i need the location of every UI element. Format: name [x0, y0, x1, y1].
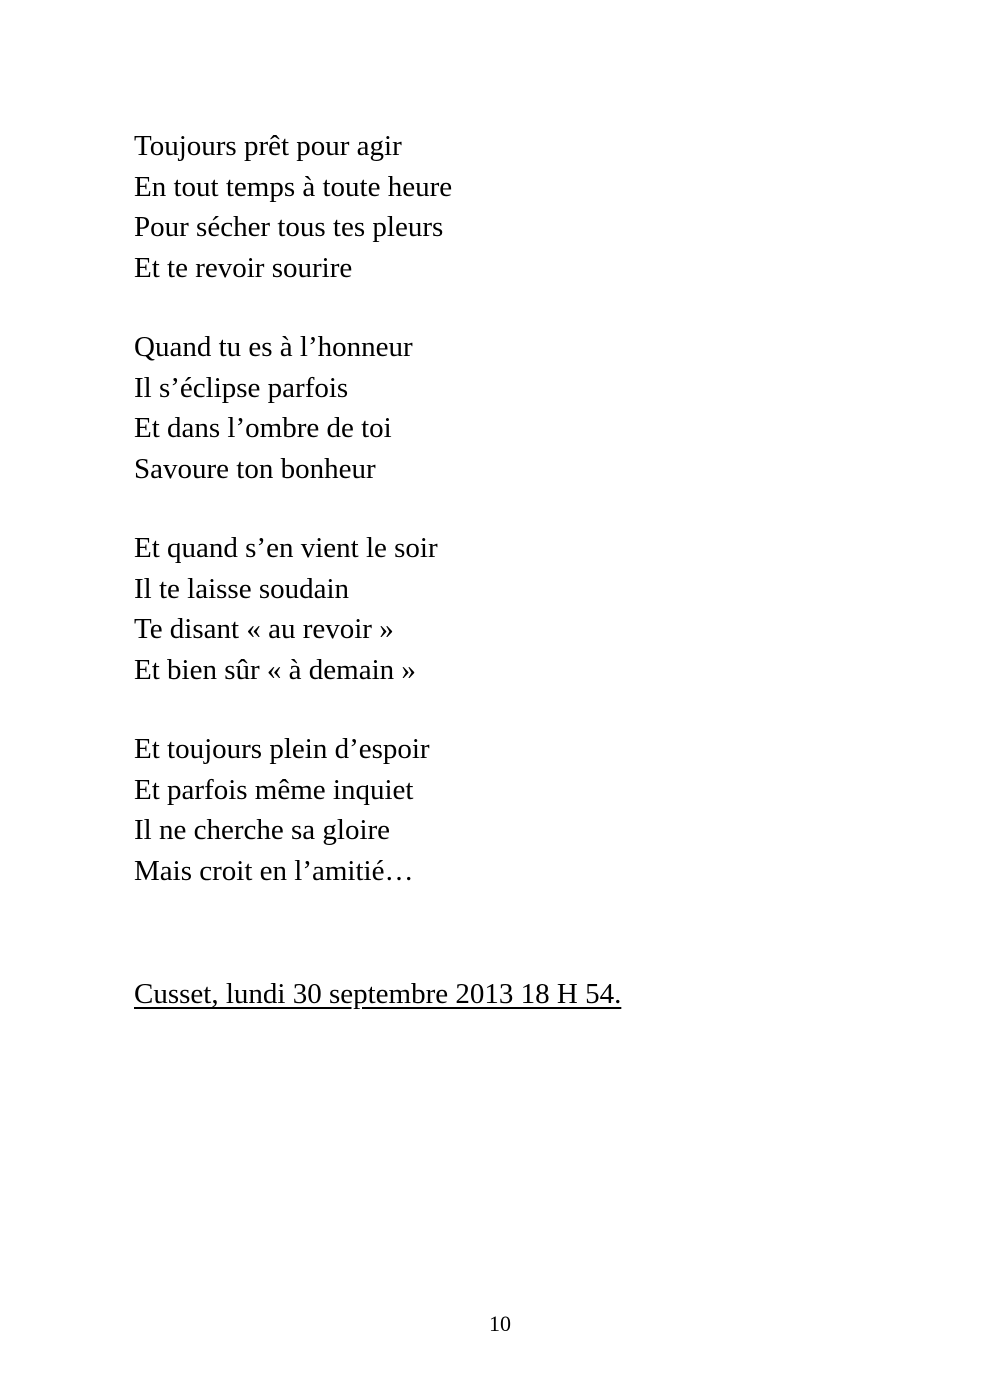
poem-line: Et toujours plein d’espoir: [134, 733, 430, 765]
stanza-3: [134, 528, 894, 690]
page-number: 10: [489, 1311, 511, 1336]
poem-line: Et te revoir sourire: [134, 251, 353, 284]
signature-date-line: Cusset, lundi 30 septembre 2013 18 H 54.: [134, 978, 622, 1010]
poem-line: En tout temps à toute heure: [134, 170, 453, 203]
poem-line: Toujours prêt pour agir: [134, 130, 402, 162]
poem-line: Il te laisse soudain: [134, 572, 350, 605]
poem-line: Mais croit en l’amitié…: [134, 854, 414, 887]
poem-line: Il s’éclipse parfois: [134, 371, 349, 404]
stanza-2: [134, 327, 894, 489]
poem-line: Et dans l’ombre de toi: [134, 412, 392, 444]
poem-line: Pour sécher tous tes pleurs: [134, 211, 444, 243]
poem-line: Et bien sûr « à demain »: [134, 653, 416, 686]
poem-line: Et parfois même inquiet: [134, 773, 414, 806]
poem-line: Et quand s’en vient le soir: [134, 532, 438, 564]
poem-line: Savoure ton bonheur: [134, 452, 376, 485]
stanza-1: [134, 126, 894, 288]
poem-line: Quand tu es à l’honneur: [134, 331, 413, 363]
stanza-4: [134, 729, 894, 891]
poem-line: Il ne cherche sa gloire: [134, 814, 391, 846]
poem-line: Te disant « au revoir »: [134, 613, 394, 645]
poem-body: [134, 126, 894, 930]
